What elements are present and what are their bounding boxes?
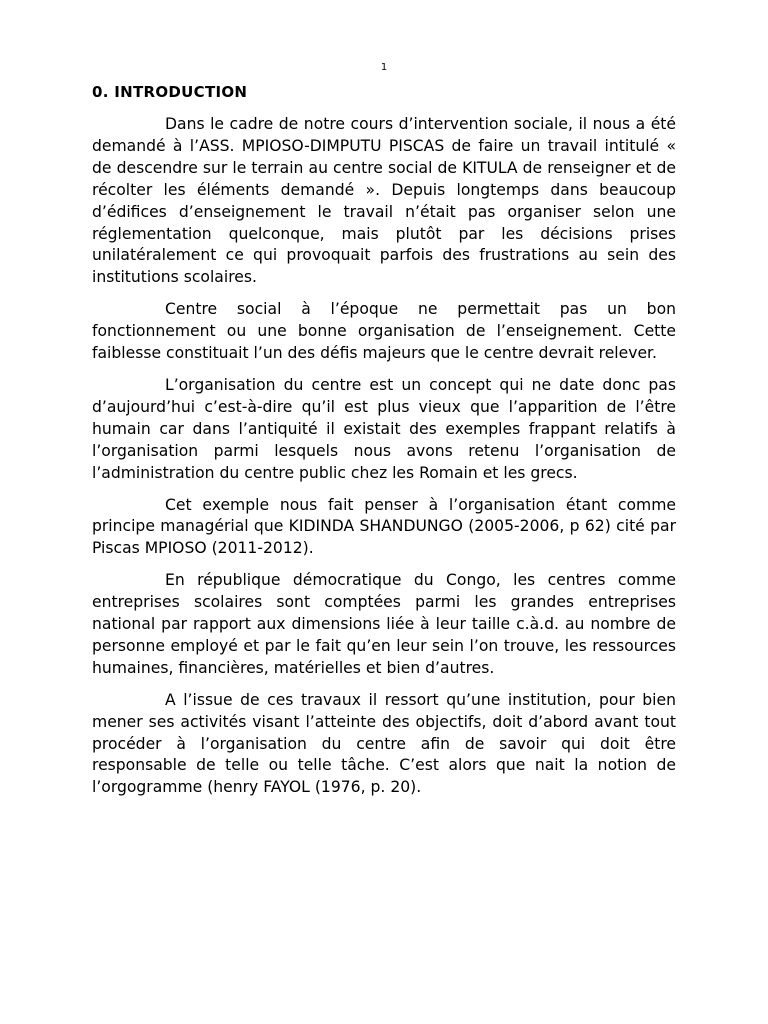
section-heading: 0. INTRODUCTION	[92, 83, 248, 101]
paragraph: En république démocratique du Congo, les centres comme entreprises scolaires sont comptées parmi les grandes entreprises national par rapport aux dimensions liée à leur taille c.à.d. au nombre de personne employé et par le fait qu’en leur sein l’on trouve, les ressources humaines, financières, matérielles et bien d’autres.	[92, 571, 676, 677]
paragraph: Dans le cadre de notre cours d’intervention sociale, il nous a été demandé à l’ASS. MPIOSO-DIMPUTU PISCAS de faire un travail intitulé « de descendre sur le terrain au centre social de KITULA de renseigner et de récolter les éléments demandé ». Depuis longtemps dans beaucoup d’édifices d’enseignement le travail n’était pas organiser selon une réglementation quelconque, mais plutôt par les décisions prises unilatéralement ce qui provoquait parfois des frustrations au sein des institutions scolaires.	[92, 115, 676, 287]
document-body	[92, 114, 676, 799]
page-number: 1	[380, 62, 388, 73]
paragraph: Cet exemple nous fait penser à l’organisation étant comme principe managérial que KIDINDA SHANDUNGO (2005-2006, p 62) cité par Piscas MPIOSO (2011-2012).	[92, 495, 676, 558]
paragraph: L’organisation du centre est un concept qui ne date donc pas d’aujourd’hui c’est-à-dire qu’il est plus vieux que l’apparition de l’être humain car dans l’antiquité il existait des exemples frappant relatifs à l’organisation parmi lesquels nous avons retenu l’organisation de l’administration du centre public chez les Romain et les grecs.	[92, 375, 676, 482]
paragraph: A l’issue de ces travaux il ressort qu’une institution, pour bien mener ses activités visant l’atteinte des objectifs, doit d’abord avant tout procéder à l’organisation du centre afin de savoir qui doit être responsable de telle ou telle tâche. C’est alors que nait la notion de l’orgogramme (henry FAYOL (1976, p. 20).	[92, 690, 676, 797]
paragraph: Centre social à l’époque ne permettait pas un bon fonctionnement ou une bonne organisation de l’enseignement. Cette faiblesse constituait l’un des défis majeurs que le centre devrait relever.	[92, 300, 676, 363]
